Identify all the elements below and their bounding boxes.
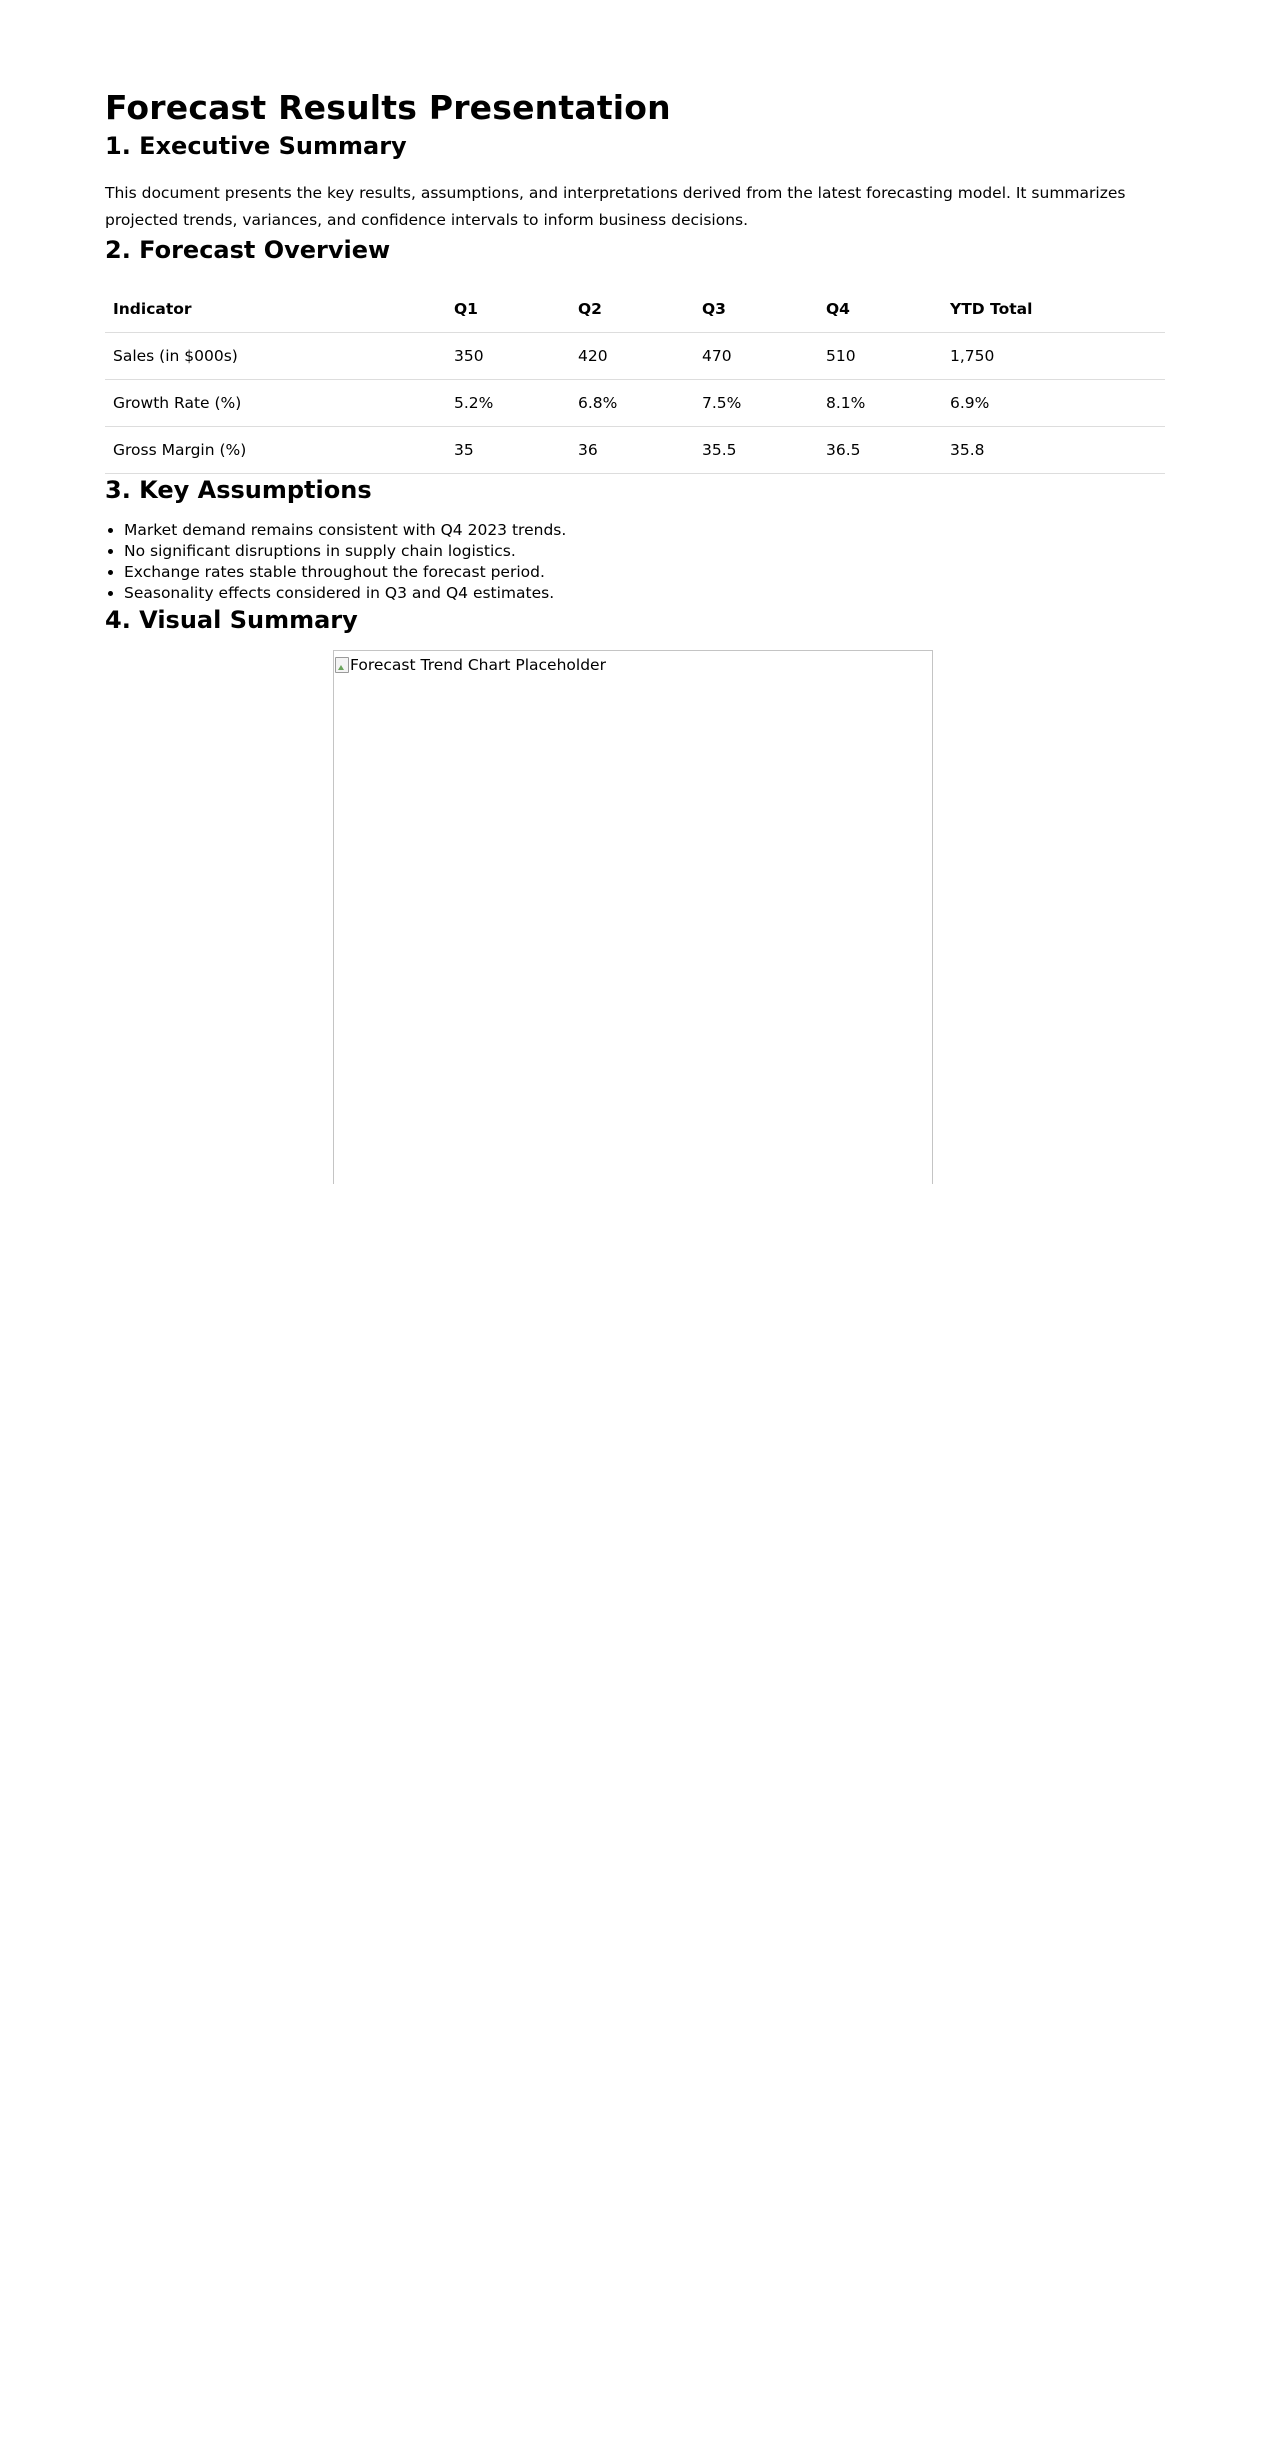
table-cell: 8.1% xyxy=(818,380,942,427)
assumptions-list xyxy=(105,520,1165,604)
list-item: • Exchange rates stable throughout the forecast period. xyxy=(124,562,1165,583)
column-header-ytd-total: YTD Total xyxy=(942,286,1165,333)
table-cell: 35 xyxy=(446,427,570,474)
table-cell: 36.5 xyxy=(818,427,942,474)
table-cell: Gross Margin (%) xyxy=(105,427,446,474)
table-row xyxy=(105,380,1165,427)
table-cell: 470 xyxy=(694,333,818,380)
column-header-q1: Q1 xyxy=(446,286,570,333)
image-alt-text: Forecast Trend Chart Placeholder xyxy=(350,656,606,674)
table-row xyxy=(105,333,1165,380)
table-cell: 36 xyxy=(570,427,694,474)
forecast-table xyxy=(105,286,1165,474)
executive-summary-text: This document presents the key results, assumptions, and interpretations derived from the latest forecasting model. It summarizes projected trends, variances, and confidence intervals to inform business decisions. xyxy=(105,184,1126,229)
table-cell: 510 xyxy=(818,333,942,380)
table-cell: 35.5 xyxy=(694,427,818,474)
table-cell: 350 xyxy=(446,333,570,380)
table-cell: 7.5% xyxy=(694,380,818,427)
visual-summary-heading: 4. Visual Summary xyxy=(105,606,358,634)
forecast-overview-heading: 2. Forecast Overview xyxy=(105,236,391,264)
forecast-chart-image xyxy=(333,650,933,1184)
column-header-q3: Q3 xyxy=(694,286,818,333)
broken-image-icon xyxy=(335,657,349,673)
table-cell: 6.8% xyxy=(570,380,694,427)
list-item: • Seasonality effects considered in Q3 and Q4 estimates. xyxy=(124,583,1165,604)
column-header-indicator: Indicator xyxy=(105,286,446,333)
list-item: • No significant disruptions in supply chain logistics. xyxy=(124,541,1165,562)
table-cell: 6.9% xyxy=(942,380,1165,427)
table-cell: 5.2% xyxy=(446,380,570,427)
column-header-q2: Q2 xyxy=(570,286,694,333)
executive-summary-heading: 1. Executive Summary xyxy=(105,132,407,160)
table-row xyxy=(105,427,1165,474)
table-cell: 1,750 xyxy=(942,333,1165,380)
page-title: Forecast Results Presentation xyxy=(105,88,671,127)
list-item: • Market demand remains consistent with Q4 2023 trends. xyxy=(124,520,1165,541)
table-cell: 35.8 xyxy=(942,427,1165,474)
key-assumptions-heading: 3. Key Assumptions xyxy=(105,476,372,504)
table-header-row xyxy=(105,286,1165,333)
column-header-q4: Q4 xyxy=(818,286,942,333)
table-cell: Sales (in $000s) xyxy=(105,333,446,380)
table-cell: 420 xyxy=(570,333,694,380)
table-cell: Growth Rate (%) xyxy=(105,380,446,427)
document-page xyxy=(105,60,1165,1184)
